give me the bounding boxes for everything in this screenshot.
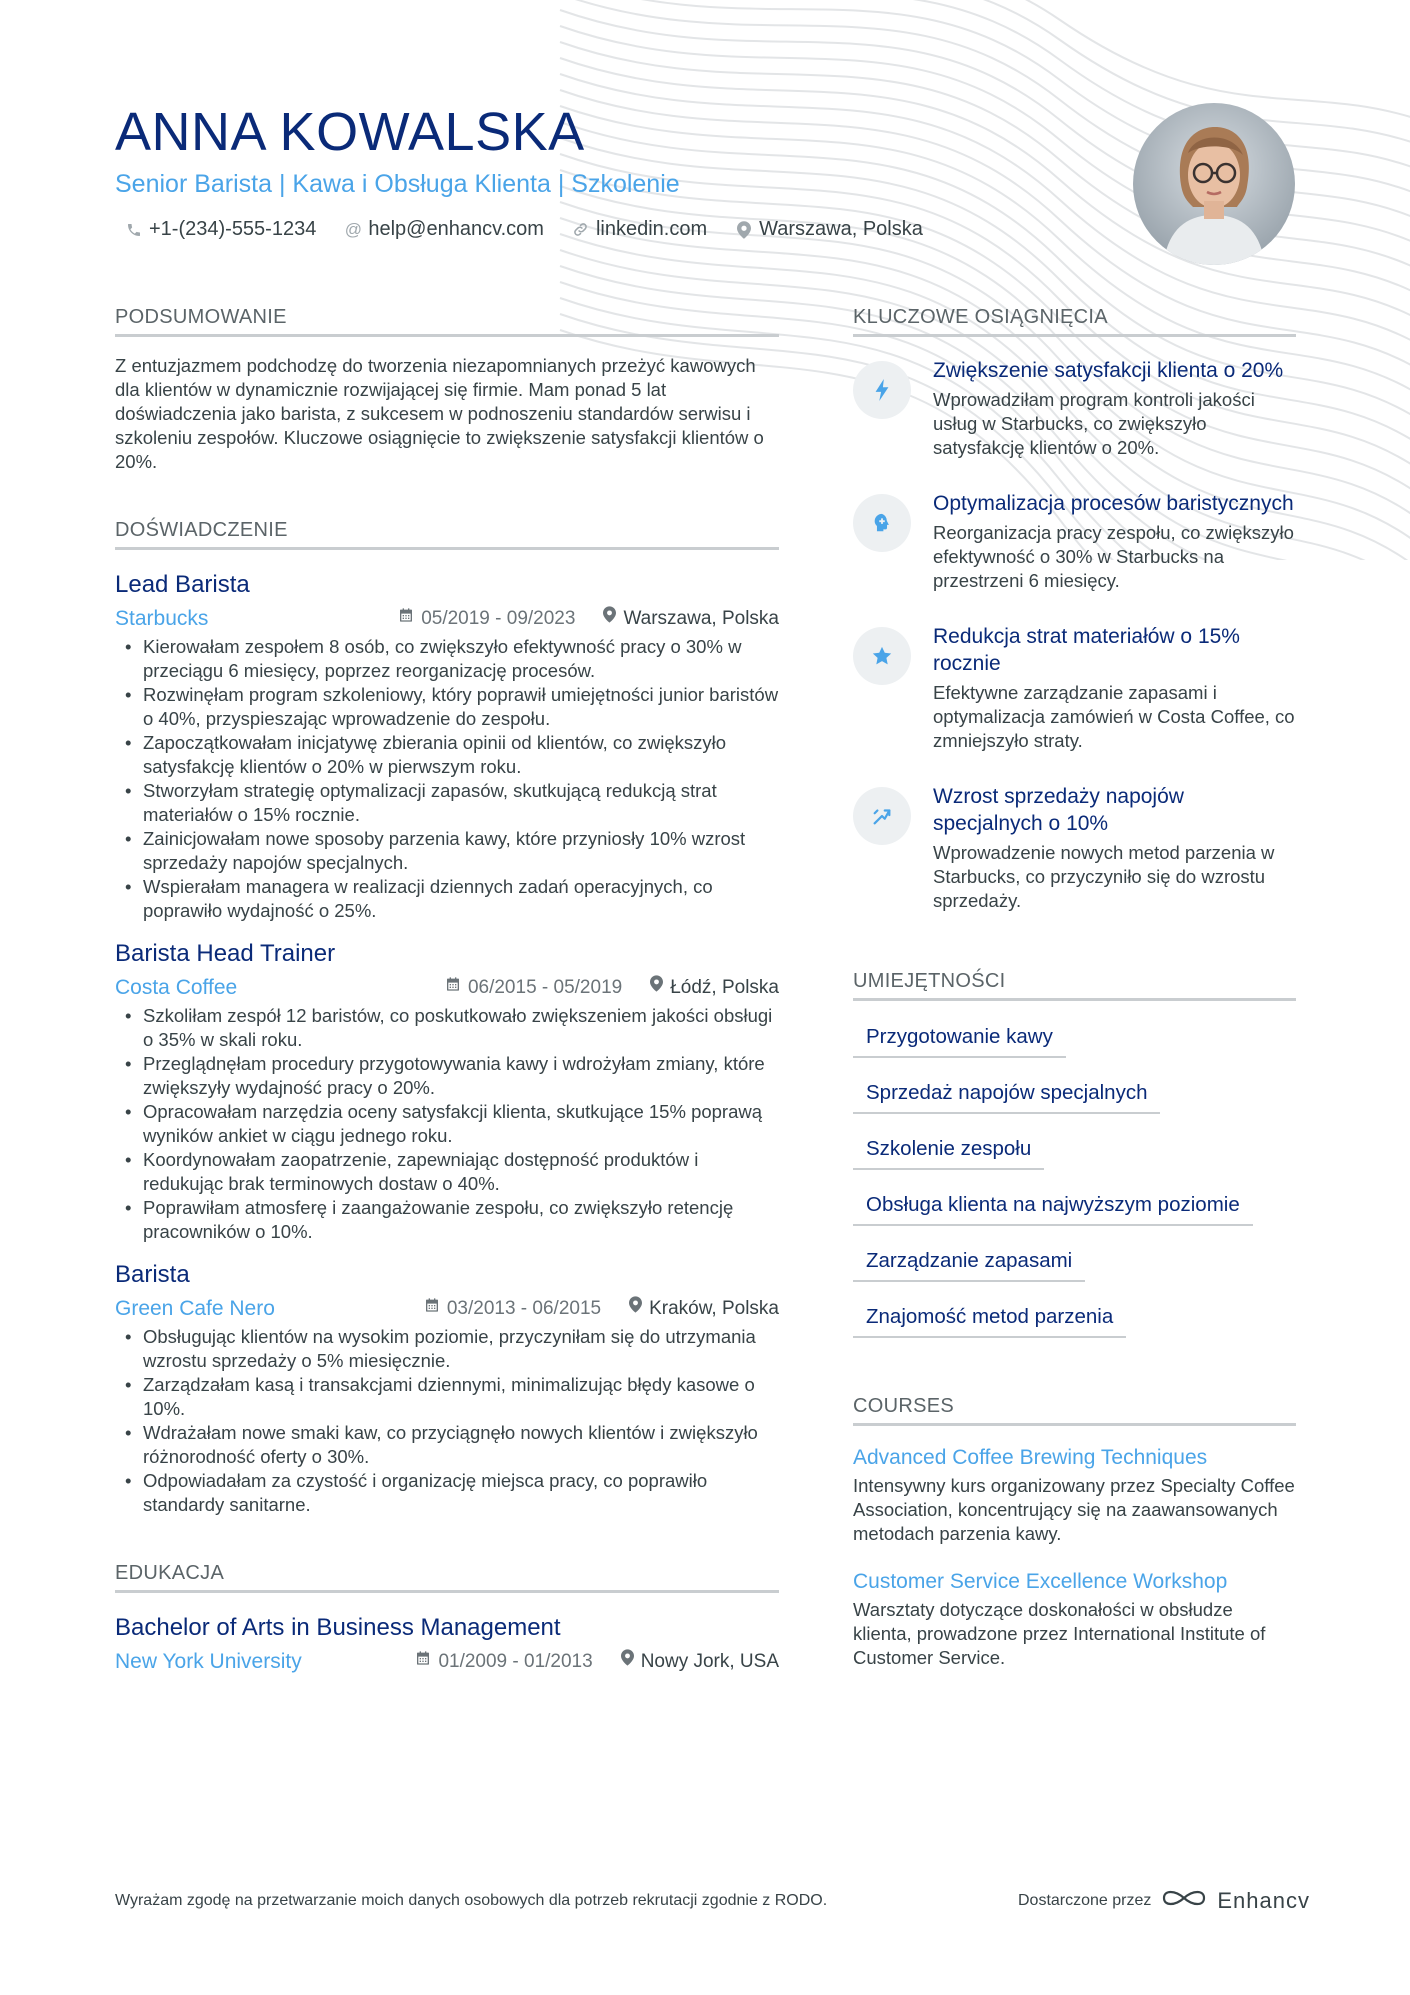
powered-by	[1018, 1886, 1310, 1915]
left-column	[115, 305, 779, 1674]
star-icon	[853, 627, 911, 685]
contact-email-text: help@enhancv.com	[368, 218, 544, 240]
job-bullets	[115, 1004, 779, 1244]
resume-header	[115, 100, 1115, 241]
courses-section-title: COURSES	[853, 1394, 1296, 1426]
experience-section-title: DOŚWIADCZENIE	[115, 518, 779, 550]
job-bullet: • Odpowiadałam za czystość i organizację miejsca pracy, co poprawiło standardy sanitarne.	[115, 1469, 779, 1517]
skill-tag: Przygotowanie kawy	[853, 1017, 1066, 1058]
job-meta	[115, 606, 779, 631]
job-title: Lead Barista	[115, 571, 250, 598]
contact-linkedin[interactable]	[572, 218, 707, 241]
profile-photo	[1133, 103, 1295, 265]
skill-tag: Zarządzanie zapasami	[853, 1241, 1085, 1282]
summary-text: Z entuzjazmem podchodzę do tworzenia niezapomnianych przeżyć kawowych dla klientów w dynamicznie rozwijającej się firmie. Mam ponad 5 lat doświadczenia jako barista, z sukcesem w podnoszeniu standardów serwisu i szkoleniu zespołów. Kluczowe osiągnięcie to zwiększenie satysfakcji klientów o 20%.	[115, 355, 764, 472]
achievement-item	[853, 623, 1296, 753]
job-title: Barista	[115, 1261, 190, 1288]
summary-section-title: PODSUMOWANIE	[115, 305, 779, 337]
degree-title: Bachelor of Arts in Business Management	[115, 1614, 561, 1641]
skill-tag: Znajomość metod parzenia	[853, 1297, 1126, 1338]
course-title: Advanced Coffee Brewing Techniques	[853, 1446, 1208, 1469]
skill-tag: Obsługa klienta na najwyższym poziomie	[853, 1185, 1253, 1226]
trend-arrows-icon	[853, 787, 911, 845]
achievement-item	[853, 783, 1296, 913]
job-bullet: • Szkoliłam zespół 12 baristów, co poskutkowało zwiększeniem jakości obsługi o 35% w skali roku.	[115, 1004, 779, 1052]
education-date-text: 01/2009 - 01/2013	[438, 1650, 593, 1672]
job-bullet: • Obsługując klientów na wysokim poziomie, przyczyniłam się do utrzymania wzrostu sprzedaży o 5% miesięcznie.	[115, 1325, 779, 1373]
skills-section-title: UMIEJĘTNOŚCI	[853, 969, 1296, 1001]
contact-location	[735, 218, 923, 241]
job-location-text: Warszawa, Polska	[623, 607, 779, 629]
course-title: Customer Service Excellence Workshop	[853, 1570, 1228, 1593]
lightning-icon	[853, 361, 911, 419]
course-item	[853, 1568, 1296, 1670]
job-location	[603, 606, 779, 631]
powered-by-label: Dostarczone przez	[1017, 1891, 1152, 1909]
contact-location-text: Warszawa, Polska	[759, 218, 923, 240]
contact-row	[115, 218, 1115, 241]
achievement-title: Wzrost sprzedaży napojów specjalnych o 10%	[933, 785, 1184, 835]
achievement-title: Redukcja strat materiałów o 15% rocznie	[933, 625, 1240, 675]
job-entry	[115, 939, 779, 1244]
job-entry	[115, 1260, 779, 1517]
head-brain-icon	[853, 494, 911, 552]
brand-name[interactable]: Enhancv	[1217, 1887, 1310, 1913]
achievement-item	[853, 490, 1296, 593]
location-pin-icon	[621, 1649, 634, 1674]
job-date	[445, 976, 622, 1000]
education-section-title: EDUKACJA	[115, 1561, 779, 1593]
location-pin-icon	[603, 606, 616, 631]
job-bullet: • Kierowałam zespołem 8 osób, co zwiększyło efektywność pracy o 30% w przeciągu 6 miesięcy, poprzez reorganizację procesów.	[115, 635, 779, 683]
job-bullet: • Wdrażałam nowe smaki kaw, co przyciągnęło nowych klientów i zwiększyło różnorodność oferty o 30%.	[115, 1421, 779, 1469]
school-name: New York University	[115, 1649, 302, 1673]
gdpr-consent: Wyrażam zgodę na przetwarzanie moich danych osobowych dla potrzeb rekrutacji zgodnie z RODO.	[115, 1891, 828, 1909]
achievements-section-title: KLUCZOWE OSIĄGNIĘCIA	[853, 305, 1296, 337]
footer	[115, 1886, 1310, 1915]
achievement-desc: Reorganizacja pracy zespołu, co zwiększyło efektywność o 30% w Starbucks na przestrzeni 6 miesięcy.	[933, 522, 1294, 591]
education-location-text: Nowy Jork, USA	[640, 1650, 779, 1672]
achievement-title: Zwiększenie satysfakcji klienta o 20%	[933, 359, 1284, 382]
job-date-text: 06/2015 - 05/2019	[467, 976, 623, 998]
job-meta	[115, 975, 779, 1000]
job-location	[650, 975, 779, 1000]
link-icon	[572, 221, 590, 238]
course-item	[853, 1444, 1296, 1546]
education-entry	[115, 1613, 779, 1674]
education-location	[621, 1649, 779, 1674]
contact-linkedin-text: linkedin.com	[595, 218, 708, 240]
contact-phone-text: +1-(234)-555-1234	[149, 218, 317, 240]
job-bullet: • Stworzyłam strategię optymalizacji zapasów, skutkującą redukcją strat materiałów o 15% rocznie.	[115, 779, 779, 827]
job-date	[398, 607, 575, 631]
right-column	[853, 305, 1296, 1670]
job-bullet: • Przeglądnęłam procedury przygotowywania kawy i wdrożyłam zmiany, które zwiększyły wydajność pracy o 20%.	[115, 1052, 779, 1100]
calendar-icon	[415, 1650, 431, 1674]
phone-icon	[125, 222, 143, 238]
job-bullet: • Opracowałam narzędzia oceny satysfakcji klienta, skutkujące 15% poprawą wyników ankiet w ciągu jednego roku.	[115, 1100, 779, 1148]
location-pin-icon	[629, 1296, 642, 1321]
job-bullet: • Zapoczątkowałam inicjatywę zbierania opinii od klientów, co zwiększyło satysfakcję klientów o 20% w pierwszym roku.	[115, 731, 779, 779]
job-location	[629, 1296, 779, 1321]
job-location-text: Kraków, Polska	[649, 1297, 779, 1319]
course-desc: Warsztaty dotyczące doskonałości w obsłudze klienta, prowadzone przez International Institute of Customer Service.	[853, 1599, 1266, 1668]
contact-email[interactable]	[344, 218, 544, 241]
enhancv-logo-icon	[1161, 1886, 1207, 1915]
calendar-icon	[424, 1297, 440, 1321]
skill-tag: Szkolenie zespołu	[853, 1129, 1044, 1170]
calendar-icon	[398, 607, 414, 631]
achievement-desc: Efektywne zarządzanie zapasami i optymalizacja zamówień w Costa Coffee, co zmniejszyło straty.	[933, 682, 1295, 751]
course-desc: Intensywny kurs organizowany przez Specialty Coffee Association, koncentrujący się na zaawansowanych metodach parzenia kawy.	[853, 1475, 1295, 1544]
calendar-icon	[445, 976, 461, 1000]
job-date	[424, 1297, 601, 1321]
job-company: Starbucks	[115, 606, 209, 630]
job-location-text: Łódź, Polska	[670, 976, 779, 998]
job-bullet: • Koordynowałam zaopatrzenie, zapewniając dostępność produktów i redukując brak terminowych dostaw o 40%.	[115, 1148, 779, 1196]
job-bullets	[115, 1325, 779, 1517]
skills-list	[853, 1017, 1296, 1338]
location-pin-icon	[650, 975, 663, 1000]
job-date-text: 03/2013 - 06/2015	[446, 1297, 602, 1319]
education-meta	[115, 1649, 779, 1674]
job-bullet: • Zarządzałam kasą i transakcjami dziennymi, minimalizując błędy kasowe o 10%.	[115, 1373, 779, 1421]
job-title: Barista Head Trainer	[115, 940, 336, 967]
job-bullet: • Wspierałam managera w realizacji dziennych zadań operacyjnych, co poprawiło wydajność o 25%.	[115, 875, 779, 923]
job-meta	[115, 1296, 779, 1321]
job-company: Costa Coffee	[115, 975, 238, 999]
job-bullet: • Poprawiłam atmosferę i zaangażowanie zespołu, co zwiększyło retencję pracowników o 10%.	[115, 1196, 779, 1244]
job-entry	[115, 570, 779, 923]
achievement-item	[853, 357, 1296, 460]
candidate-headline: Senior Barista | Kawa i Obsługa Klienta | Szkolenie	[115, 170, 680, 198]
skill-tag: Sprzedaż napojów specjalnych	[853, 1073, 1160, 1114]
job-bullet: • Rozwinęłam program szkoleniowy, który poprawił umiejętności junior baristów o 40%, przyspieszając wprowadzenie do zespołu.	[115, 683, 779, 731]
job-bullets	[115, 635, 779, 923]
job-company: Green Cafe Nero	[115, 1296, 275, 1320]
achievement-title: Optymalizacja procesów baristycznych	[933, 492, 1294, 515]
education-date	[415, 1650, 592, 1674]
achievement-desc: Wprowadziłam program kontroli jakości usług w Starbucks, co zwiększyło satysfakcję klientów o 20%.	[933, 389, 1255, 458]
contact-phone[interactable]	[125, 218, 316, 241]
candidate-name: ANNA KOWALSKA	[115, 102, 585, 162]
achievement-desc: Wprowadzenie nowych metod parzenia w Starbucks, co przyczyniło się do wzrostu sprzedaży.	[933, 842, 1275, 911]
location-pin-icon	[735, 221, 753, 239]
job-bullet: • Zainicjowałam nowe sposoby parzenia kawy, które przyniosły 10% wzrost sprzedaży napojów specjalnych.	[115, 827, 779, 875]
job-date-text: 05/2019 - 09/2023	[421, 607, 576, 629]
at-icon: @	[344, 219, 362, 239]
